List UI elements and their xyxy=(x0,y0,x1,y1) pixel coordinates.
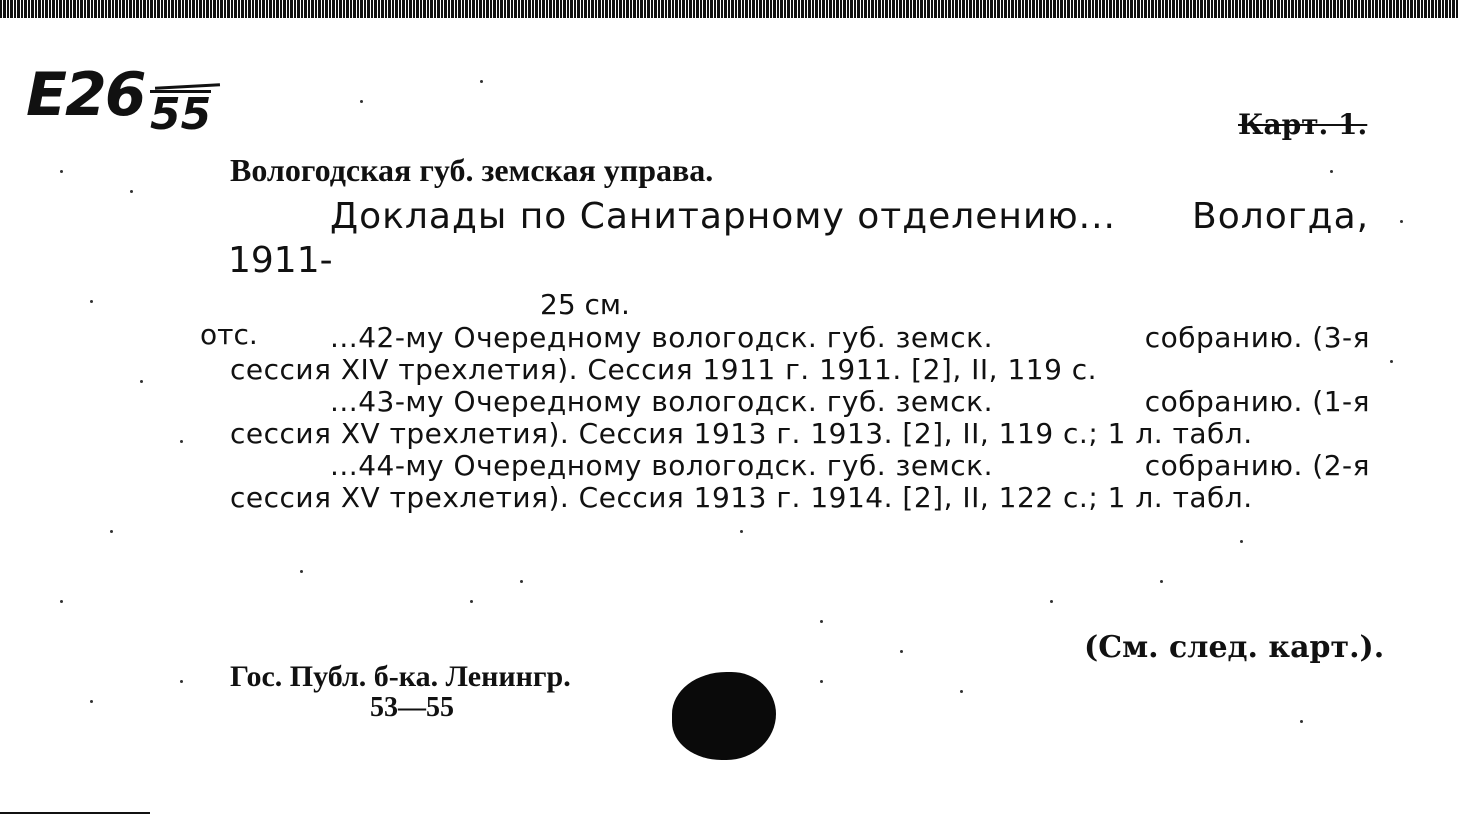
noise-dot xyxy=(180,680,183,683)
margin-mark: отс. xyxy=(200,318,258,351)
noise-dot xyxy=(90,700,93,703)
noise-dot xyxy=(1160,580,1163,583)
entry-line1-left: ...44-му Очередному вологодск. губ. земск. xyxy=(330,449,993,482)
entry-line1-right: собранию. (1-я xyxy=(1144,385,1370,418)
publication-year: 1911- xyxy=(228,240,333,281)
noise-dot xyxy=(1050,600,1053,603)
noise-dot xyxy=(740,530,743,533)
noise-dot xyxy=(1400,220,1403,223)
scan-top-edge xyxy=(0,0,1458,18)
handwritten-shelfmark-sub: 55 xyxy=(150,89,212,140)
noise-dot xyxy=(60,170,63,173)
entry-line1-left: ...42-му Очередному вологодск. губ. земск. xyxy=(330,321,993,354)
entry-line2: сессия XV трехлетия). Сессия 1913 г. 1914. [2], II, 122 с.; 1 л. табл. xyxy=(230,481,1253,514)
noise-dot xyxy=(900,650,903,653)
noise-dot xyxy=(60,600,63,603)
ink-blot xyxy=(672,672,776,760)
noise-dot xyxy=(520,580,523,583)
publication-place: Вологда, xyxy=(1192,196,1370,237)
noise-dot xyxy=(820,680,823,683)
scan-bottom-edge xyxy=(0,812,150,814)
entry-line1-right: собранию. (2-я xyxy=(1144,449,1370,482)
noise-dot xyxy=(480,80,483,83)
entry-line2: сессия XIV трехлетия). Сессия 1911 г. 1911. [2], II, 119 с. xyxy=(230,353,1098,386)
volume-size: 25 см. xyxy=(540,288,630,321)
entry-item xyxy=(230,386,1370,450)
library-name: Гос. Публ. б-ка. Ленингр. xyxy=(230,660,571,693)
noise-dot xyxy=(180,440,183,443)
handwritten-shelfmark: E26 xyxy=(26,60,145,130)
noise-dot xyxy=(960,690,963,693)
noise-dot xyxy=(1300,720,1303,723)
entry-item xyxy=(230,322,1370,386)
entry-line2: сессия XV трехлетия). Сессия 1913 г. 1913. [2], II, 119 с.; 1 л. табл. xyxy=(230,417,1253,450)
noise-dot xyxy=(1240,540,1243,543)
entry-line1-right: собранию. (3-я xyxy=(1144,321,1370,354)
noise-dot xyxy=(820,620,823,623)
noise-dot xyxy=(300,570,303,573)
library-code: 53—55 xyxy=(370,692,454,723)
card-number: Карт. 1. xyxy=(1238,108,1368,141)
noise-dot xyxy=(130,190,133,193)
noise-dot xyxy=(90,300,93,303)
entry-item xyxy=(230,450,1370,514)
see-next-card: (См. след. карт.). xyxy=(1084,630,1385,665)
entry-line1-left: ...43-му Очередному вологодск. губ. земск. xyxy=(330,385,993,418)
noise-dot xyxy=(110,530,113,533)
noise-dot xyxy=(1390,360,1393,363)
noise-dot xyxy=(360,100,363,103)
noise-dot xyxy=(140,380,143,383)
card-heading: Вологодская губ. земская управа. xyxy=(230,152,714,188)
card-title: Доклады по Санитарному отделению... xyxy=(330,196,1116,237)
noise-dot xyxy=(1330,170,1333,173)
noise-dot xyxy=(470,600,473,603)
